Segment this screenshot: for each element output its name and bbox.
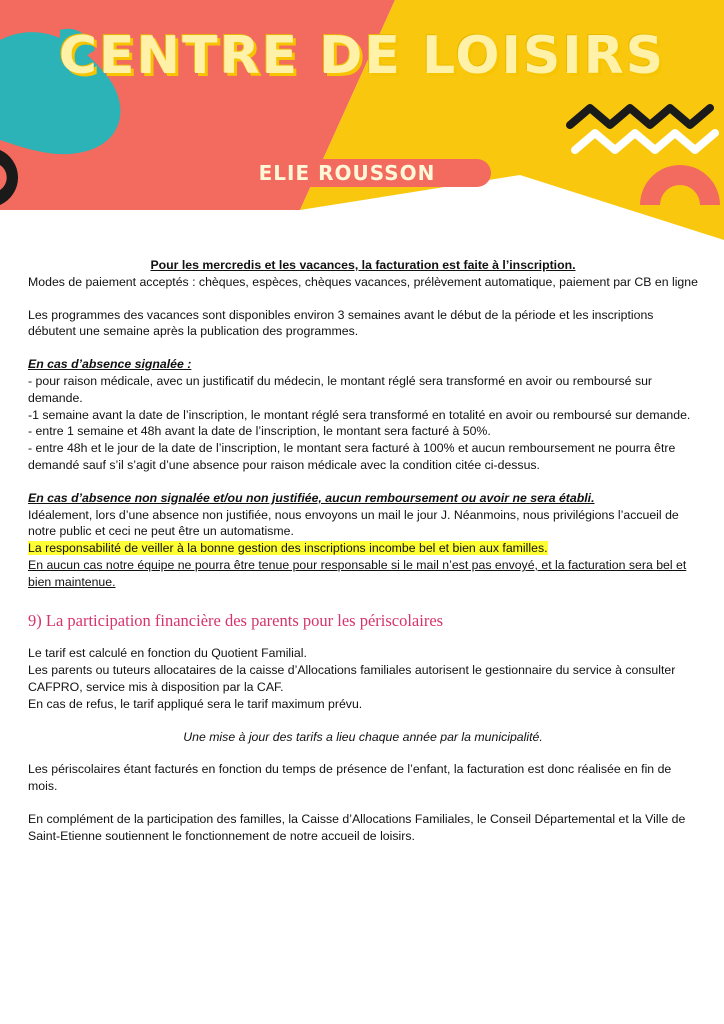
absence-unsignaled-text: Idéalement, lors d’une absence non justifiée, nous envoyons un mail le jour J. Néanmoins, nous privilégions l’accueil de notre public et ceci ne peut être un automatisme. — [28, 507, 679, 539]
programs-info: Les programmes des vacances sont disponibles environ 3 semaines avant le début de la période et les inscriptions débutent une semaine après la publication des programmes. — [28, 307, 654, 339]
center-name-badge: ELIE ROUSSON — [203, 159, 491, 187]
absence-signaled-heading: En cas d’absence signalée : — [28, 357, 192, 372]
underlined-notice: En aucun cas notre équipe ne pourra être tenue pour responsable si le mail n’est pas envoyé, et la facturation sera bel et bien maintenue. — [28, 557, 687, 589]
tariff-update-note: Une mise à jour des tarifs a lieu chaque année par la municipalité. — [183, 729, 543, 744]
absence-unsignaled-heading: En cas d’absence non signalée et/ou non justifiée, aucun remboursement ou avoir ne sera établi. — [28, 490, 595, 505]
payment-methods: Modes de paiement acceptés : chèques, espèces, chèques vacances, prélèvement automatique, paiement par CB en ligne — [28, 274, 698, 289]
highlighted-responsibility: La responsabilité de veiller à la bonne gestion des inscriptions incombe bel et bien aux familles. — [28, 541, 548, 556]
document-body — [28, 257, 698, 845]
page-title: CENTRE DE LOISIRS — [58, 26, 666, 86]
billing-heading: Pour les mercredis et les vacances, la facturation est faite à l’inscription. — [150, 258, 576, 272]
section-9-p2: Les parents ou tuteurs allocataires de la caisse d’Allocations familiales autorisent le gestionnaire du service à consulter CAFPRO, service mis à disposition par la CAF. — [28, 663, 676, 694]
section-9-p1: Le tarif est calculé en fonction du Quotient Familial. — [28, 646, 307, 661]
section-9-p4: Les périscolaires étant facturés en fonction du temps de présence de l’enfant, la facturation est donc réalisée en fin de mois. — [28, 762, 672, 794]
absence-line: - entre 1 semaine et 48h avant la date de l’inscription, le montant sera facturé à 50%. — [28, 424, 491, 439]
section-9-p3: En cas de refus, le tarif appliqué sera le tarif maximum prévu. — [28, 696, 363, 711]
absence-line: - pour raison médicale, avec un justificatif du médecin, le montant réglé sera transformé en avoir ou remboursé sur demande. — [28, 373, 653, 405]
section-9-title: 9) La participation financière des parents pour les périscolaires — [28, 610, 444, 630]
section-9-p5: En complément de la participation des familles, la Caisse d’Allocations Familiales, le Conseil Départemental et la Ville de Saint-Etienne soutiennent le fonctionnement de notre accueil de loisirs. — [28, 811, 686, 843]
absence-line: - entre 48h et le jour de la date de l’inscription, le montant sera facturé à 100% et aucun remboursement ne pourra être demandé sauf s’il s’agit d’une absence pour raison médicale avec la condition citée ci-dessus. — [28, 441, 676, 472]
absence-line: -1 semaine avant la date de l’inscription, le montant réglé sera transformé en totalité en avoir ou remboursé sur demande. — [28, 407, 691, 422]
